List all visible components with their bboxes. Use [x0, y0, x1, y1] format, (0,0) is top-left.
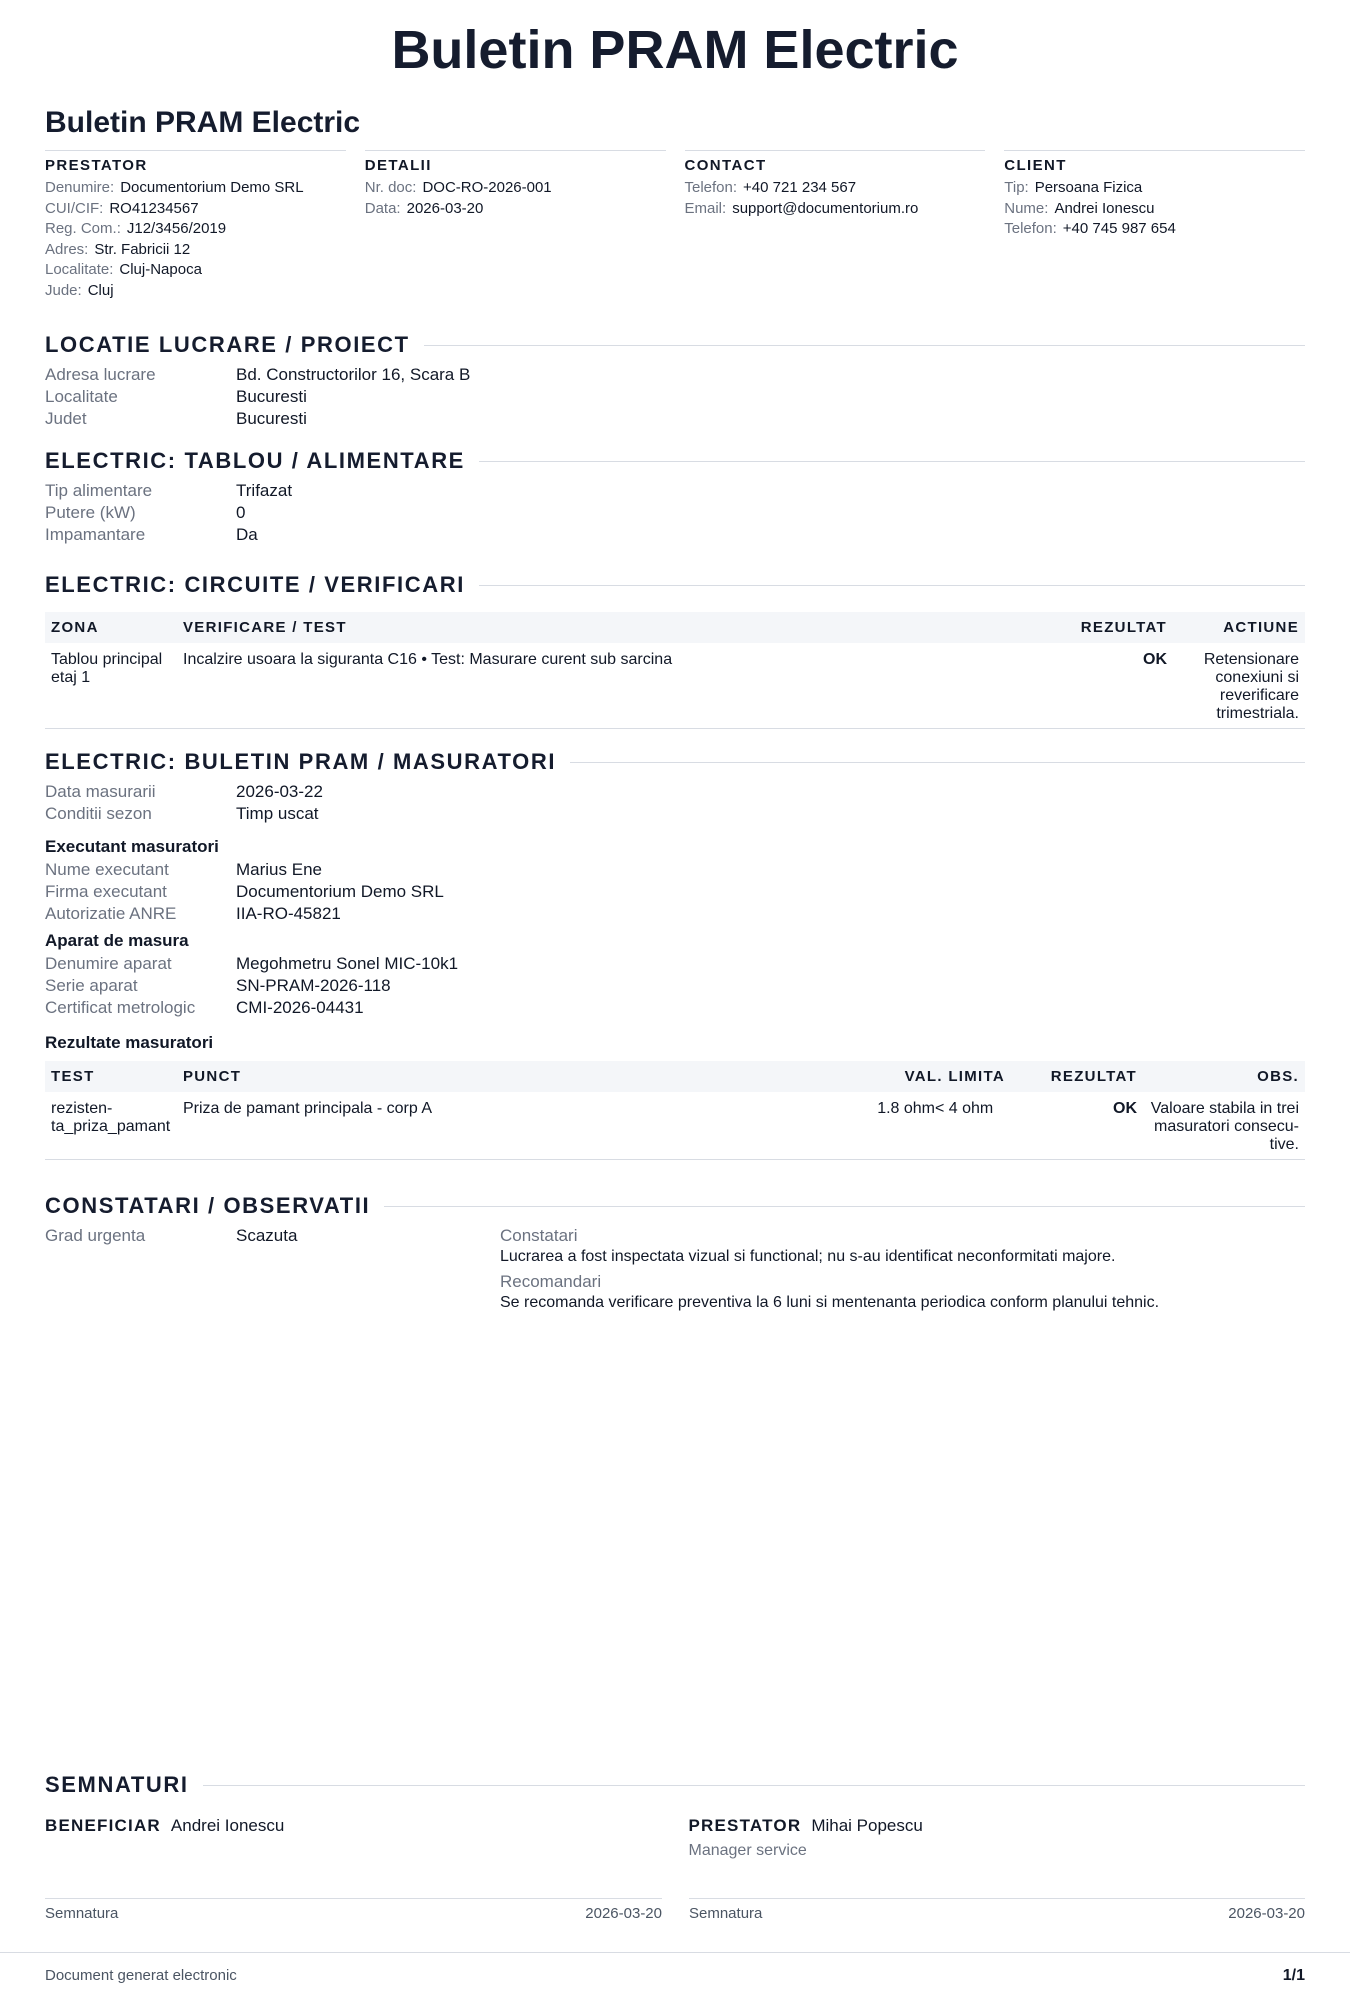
prestator-title: PRESTATOR [45, 157, 148, 174]
kv-value: CMI-2026-04431 [236, 998, 364, 1017]
prestator-position: Manager service [688, 1842, 807, 1859]
table-row [45, 1092, 1305, 1160]
info-label: Telefon: [1004, 220, 1057, 237]
detalii-row [365, 199, 666, 220]
circuite-section [45, 572, 1305, 729]
recomandari-label: Recomandari [500, 1272, 602, 1291]
contact-row [685, 199, 986, 220]
beneficiar-signature-block [45, 1816, 662, 1860]
cell-test: rezisten-ta_priza_pamant [45, 1092, 177, 1160]
executant-subheading: Executant masuratori [45, 837, 219, 856]
section-divider [479, 461, 1305, 462]
info-label: Denumire: [45, 179, 115, 196]
kv-value: Trifazat [236, 481, 293, 500]
column-header: ZONA [45, 612, 177, 643]
kv-value: Bd. Constructorilor 16, Scara B [236, 365, 471, 384]
cell-verificare: Incalzire usoara la siguranta C16 • Test: Masurare curent sub sarcina [177, 643, 1021, 729]
cell-limita: < 4 ohm [935, 1092, 1011, 1160]
info-header [45, 150, 1305, 301]
column-header: TEST [45, 1061, 177, 1092]
kv-row [45, 859, 1305, 881]
info-value: Cluj [87, 281, 114, 299]
constatari-label: Constatari [500, 1226, 578, 1245]
info-value: Documentorium Demo SRL [120, 179, 304, 196]
section-header [45, 1772, 1305, 1798]
prestator-row [45, 199, 346, 220]
kv-label: Serie aparat [45, 976, 138, 995]
kv-row [45, 881, 1305, 903]
section-divider [424, 345, 1305, 346]
section-divider [203, 1785, 1305, 1786]
section-header [45, 572, 1305, 598]
prestator-row [45, 178, 346, 199]
info-label: Nume: [1004, 199, 1049, 217]
kv-label: Conditii sezon [45, 804, 152, 823]
column-header: VAL. LIMITA [731, 1061, 1011, 1092]
kv-row [45, 480, 1305, 502]
detalii-row [365, 178, 666, 199]
tablou-section [45, 448, 1305, 546]
table-row [45, 643, 1305, 729]
info-label: Email: [684, 199, 727, 217]
main-title: Buletin PRAM Electric [391, 20, 959, 80]
kv-row [45, 524, 1305, 546]
info-label: Tip: [1004, 179, 1029, 196]
signature-label: Semnatura [45, 1905, 119, 1922]
contact-title: CONTACT [684, 157, 767, 174]
info-value: +40 721 234 567 [743, 179, 857, 196]
section-header [45, 749, 1305, 775]
client-row [1004, 219, 1305, 240]
section-divider [570, 762, 1305, 763]
info-label: Telefon: [684, 179, 738, 196]
kv-row [45, 997, 1305, 1019]
cell-rezultat: OK [1021, 643, 1173, 729]
kv-row [45, 803, 1305, 825]
section-title: CONSTATARI / OBSERVATII [45, 1193, 371, 1218]
info-label: CUI/CIF: [45, 199, 104, 217]
kv-label: Autorizatie ANRE [45, 904, 177, 923]
section-header [45, 332, 1305, 358]
kv-row [45, 1225, 500, 1247]
kv-label: Certificat metrologic [45, 998, 196, 1017]
cell-valoare: 1.8 ohm [731, 1092, 935, 1160]
info-value: Persoana Fizica [1034, 179, 1143, 196]
rezultate-table [45, 1061, 1305, 1160]
kv-label: Adresa lucrare [45, 365, 156, 384]
kv-value: Scazuta [236, 1226, 298, 1245]
info-value: RO41234567 [109, 199, 199, 217]
locatie-section [45, 332, 1305, 430]
kv-row [45, 502, 1305, 524]
kv-label: Denumire aparat [45, 954, 172, 973]
section-header [45, 1193, 1305, 1219]
prestator-row [45, 260, 346, 281]
pram-section [45, 749, 1305, 1160]
kv-value: Da [236, 525, 258, 544]
prestator-row [45, 281, 346, 302]
kv-row [45, 408, 1305, 430]
kv-row [45, 364, 1305, 386]
kv-value: Bucuresti [236, 387, 307, 406]
info-value: DOC-RO-2026-001 [422, 179, 552, 196]
signature-date: 2026-03-20 [1228, 1905, 1305, 1922]
client-row [1004, 178, 1305, 199]
kv-label: Judet [45, 409, 87, 428]
kv-label: Nume executant [45, 860, 169, 879]
prestator-role: PRESTATOR [688, 1816, 802, 1835]
column-header: VERIFICARE / TEST [177, 612, 1021, 643]
document-title: Buletin PRAM Electric [45, 106, 361, 139]
kv-label: Firma executant [45, 882, 167, 901]
column-header: REZULTAT [1011, 1061, 1143, 1092]
prestator-block [45, 150, 346, 301]
column-header: REZULTAT [1021, 612, 1173, 643]
section-title: ELECTRIC: TABLOU / ALIMENTARE [45, 448, 465, 473]
kv-value: 2026-03-22 [236, 782, 323, 801]
info-label: Adres: [45, 240, 89, 258]
column-header: PUNCT [177, 1061, 731, 1092]
signature-label: Semnatura [689, 1905, 763, 1922]
section-header [45, 448, 1305, 474]
table-header-row [45, 612, 1305, 643]
column-header: OBS. [1143, 1061, 1305, 1092]
info-value: support@documentorium.ro [732, 199, 919, 217]
cell-actiune: Retensionare conexiuni si reverificare trimestriala. [1173, 643, 1305, 729]
kv-value: Timp uscat [236, 804, 319, 823]
beneficiar-name: Andrei Ionescu [170, 1816, 285, 1835]
kv-value: 0 [236, 503, 246, 522]
cell-punct: Priza de pamant principala - corp A [177, 1092, 731, 1160]
kv-value: Documentorium Demo SRL [236, 882, 444, 901]
kv-label: Putere (kW) [45, 503, 136, 522]
circuite-table [45, 612, 1305, 729]
detalii-title: DETALII [364, 157, 432, 174]
section-title: SEMNATURI [45, 1772, 189, 1797]
contact-row [685, 178, 986, 199]
kv-value: Marius Ene [236, 860, 322, 879]
info-value: Andrei Ionescu [1054, 199, 1155, 217]
contact-block [685, 150, 986, 301]
recomandari-text: Se recomanda verificare preventiva la 6 luni si mentenanta periodica conform planului tehnic. [500, 1294, 1160, 1311]
page-number: 1/1 [1282, 1967, 1305, 1984]
section-divider [479, 585, 1305, 586]
kv-label: Data masurarii [45, 782, 156, 801]
info-label: Jude: [45, 281, 82, 299]
kv-label: Localitate [45, 387, 118, 406]
prestator-row [45, 219, 346, 240]
info-value: 2026-03-20 [406, 199, 484, 217]
kv-label: Impamantare [45, 525, 146, 544]
kv-label: Grad urgenta [45, 1226, 146, 1245]
client-title: CLIENT [1004, 157, 1067, 174]
info-label: Data: [364, 199, 401, 217]
kv-value: IIA-RO-45821 [236, 904, 341, 923]
kv-value: Megohmetru Sonel MIC-10k1 [236, 954, 459, 973]
prestator-signature-line [689, 1898, 1305, 1922]
cell-zona: Tablou principal etaj 1 [45, 643, 177, 729]
kv-value: Bucuresti [236, 409, 307, 428]
aparat-subheading: Aparat de masura [45, 931, 189, 950]
prestator-signature-block [689, 1816, 1306, 1860]
signature-date: 2026-03-20 [585, 1905, 662, 1922]
client-block [1004, 150, 1305, 301]
cell-rezultat: OK [1011, 1092, 1143, 1160]
beneficiar-signature-line [45, 1898, 662, 1922]
rezultate-subheading: Rezultate masuratori [45, 1033, 214, 1052]
constatari-section [45, 1193, 1305, 1317]
kv-row [45, 386, 1305, 408]
info-value: J12/3456/2019 [126, 220, 227, 237]
page-footer [0, 1952, 1350, 2001]
info-value: +40 745 987 654 [1062, 220, 1176, 237]
kv-row [45, 903, 1305, 925]
kv-label: Tip alimentare [45, 481, 153, 500]
semnaturi-section [45, 1772, 1305, 1860]
kv-row [45, 953, 1305, 975]
prestator-name: Mihai Popescu [811, 1816, 923, 1835]
column-header: ACTIUNE [1173, 612, 1305, 643]
beneficiar-role: BENEFICIAR [45, 1816, 161, 1835]
kv-value: SN-PRAM-2026-118 [236, 976, 391, 995]
kv-row [45, 975, 1305, 997]
client-row [1004, 199, 1305, 220]
section-title: ELECTRIC: CIRCUITE / VERIFICARI [45, 572, 465, 597]
section-divider [384, 1206, 1305, 1207]
kv-row [45, 781, 1305, 803]
info-label: Nr. doc: [364, 179, 417, 196]
info-value: Str. Fabricii 12 [94, 240, 191, 258]
footer-note: Document generat electronic [45, 1967, 237, 1984]
info-label: Localitate: [45, 261, 114, 278]
info-value: Cluj-Napoca [119, 261, 202, 278]
constatari-text: Lucrarea a fost inspectata vizual si functional; nu s-au identificat neconformitati majore. [500, 1248, 1116, 1265]
cell-obs: Valoare stabila in trei masuratori consecu-tive. [1143, 1092, 1305, 1160]
prestator-row [45, 240, 346, 261]
section-title: ELECTRIC: BULETIN PRAM / MASURATORI [45, 749, 557, 774]
info-label: Reg. Com.: [45, 220, 121, 237]
section-title: LOCATIE LUCRARE / PROIECT [45, 332, 410, 357]
table-header-row [45, 1061, 1305, 1092]
detalii-block [365, 150, 666, 301]
